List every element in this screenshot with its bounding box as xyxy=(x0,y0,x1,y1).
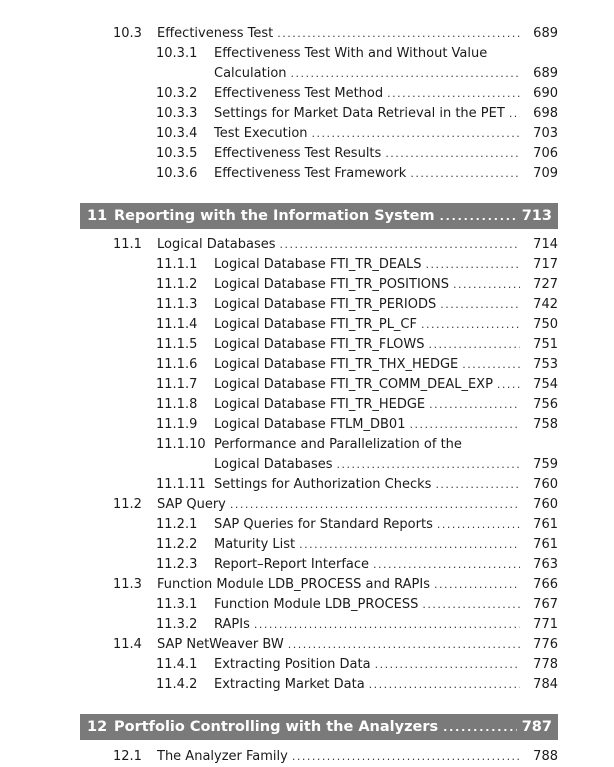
toc-entry[interactable] xyxy=(156,475,558,495)
entry-number: 11.1.3 xyxy=(156,297,198,312)
entry-number: 11.2.1 xyxy=(156,517,198,532)
toc-entry[interactable] xyxy=(156,515,558,535)
dot-leader xyxy=(373,555,520,575)
entry-title: Report–Report Interface xyxy=(214,557,370,572)
toc-entry[interactable] xyxy=(156,255,558,275)
entry-number: 10.3.4 xyxy=(156,126,198,141)
entry-page: 750 xyxy=(533,317,558,332)
entry-title: Extracting Market Data xyxy=(214,677,365,692)
entry-page: 760 xyxy=(533,497,558,512)
entry-number: 10.3.2 xyxy=(156,86,198,101)
entry-page: 784 xyxy=(533,677,558,692)
entry-number: 11.1.1 xyxy=(156,257,198,272)
entry-title: Effectiveness Test Method xyxy=(214,86,384,101)
dot-leader xyxy=(435,475,520,495)
entry-number: 12.1 xyxy=(113,749,142,764)
chapter-11-heading[interactable] xyxy=(80,203,558,229)
entry-page: 689 xyxy=(533,66,558,81)
entry-title: Performance and Parallelization of the xyxy=(214,437,462,452)
entry-number: 11.2.3 xyxy=(156,557,198,572)
dot-leader xyxy=(299,535,520,555)
dot-leader xyxy=(288,635,520,655)
entry-title: Effectiveness Test With and Without Value xyxy=(214,46,488,61)
entry-title: Logical Database FTI_TR_COMM_DEAL_EXP xyxy=(214,377,493,392)
entry-number: 11.1.2 xyxy=(156,277,198,292)
dot-leader xyxy=(230,495,520,515)
toc-entry-10-3-2[interactable] xyxy=(156,84,558,104)
entry-title: Logical Databases xyxy=(157,237,276,252)
toc-entry[interactable] xyxy=(156,375,558,395)
dot-leader xyxy=(291,64,520,84)
entry-title: Logical Database FTI_TR_PL_CF xyxy=(214,317,417,332)
dot-leader xyxy=(434,575,520,595)
dot-leader xyxy=(462,355,520,375)
entry-page: 766 xyxy=(533,577,558,592)
toc-entry[interactable] xyxy=(156,675,558,695)
entry-title: Extracting Position Data xyxy=(214,657,371,672)
toc-entry[interactable] xyxy=(156,615,558,635)
entry-title: Logical Database FTI_TR_FLOWS xyxy=(214,337,425,352)
entry-page: 788 xyxy=(533,749,558,764)
entry-page: 776 xyxy=(533,637,558,652)
dot-leader xyxy=(453,275,520,295)
toc-entry[interactable] xyxy=(113,235,558,255)
dot-leader xyxy=(422,595,520,615)
entry-title: Settings for Market Data Retrieval in the PET xyxy=(214,106,505,121)
dot-leader xyxy=(509,104,520,124)
entry-page: 689 xyxy=(533,26,558,41)
entry-number: 11.1 xyxy=(113,237,142,252)
entry-number: 11.2.2 xyxy=(156,537,198,552)
dot-leader xyxy=(254,615,520,635)
dot-leader xyxy=(369,675,520,695)
chapter-12-heading[interactable] xyxy=(80,714,558,740)
entry-number: 11.4.1 xyxy=(156,657,198,672)
dot-leader xyxy=(292,747,520,767)
entry-title: SAP NetWeaver BW xyxy=(157,637,284,652)
entry-page: 706 xyxy=(533,146,558,161)
toc-entry-line2[interactable] xyxy=(214,455,558,475)
entry-page: 742 xyxy=(533,297,558,312)
entry-title: Logical Database FTI_TR_THX_HEDGE xyxy=(214,357,459,372)
toc-entry[interactable] xyxy=(156,295,558,315)
entry-page: 767 xyxy=(533,597,558,612)
dot-leader xyxy=(409,415,520,435)
toc-entry[interactable] xyxy=(156,655,558,675)
dot-leader xyxy=(429,395,520,415)
dot-leader xyxy=(337,455,521,475)
entry-title: RAPIs xyxy=(214,617,250,632)
entry-number: 10.3.1 xyxy=(156,46,198,61)
toc-entry[interactable] xyxy=(113,635,558,655)
toc-entry-10-3-6[interactable] xyxy=(156,164,558,184)
toc-entry-10-3-4[interactable] xyxy=(156,124,558,144)
entry-page: 698 xyxy=(533,106,558,121)
entry-number: 10.3 xyxy=(113,26,142,41)
entry-title: Logical Database FTI_TR_PERIODS xyxy=(214,297,437,312)
toc-entry-10-3-3[interactable] xyxy=(156,104,558,124)
toc-entry[interactable] xyxy=(113,495,558,515)
dot-leader xyxy=(440,204,517,230)
entry-number: 10.3.6 xyxy=(156,166,198,181)
chapter-title: Reporting with the Information System xyxy=(114,208,435,224)
entry-title: Logical Database FTI_TR_HEDGE xyxy=(214,397,426,412)
entry-title: Effectiveness Test Framework xyxy=(214,166,407,181)
entry-number: 11.1.5 xyxy=(156,337,198,352)
entry-page: 714 xyxy=(533,237,558,252)
entry-title: Function Module LDB_PROCESS and RAPIs xyxy=(157,577,430,592)
dot-leader xyxy=(312,124,520,144)
entry-page: 717 xyxy=(533,257,558,272)
dot-leader xyxy=(428,335,520,355)
entry-page: 759 xyxy=(533,457,558,472)
entry-page: 771 xyxy=(533,617,558,632)
dot-leader xyxy=(421,315,520,335)
entry-title: Logical Database FTLM_DB01 xyxy=(214,417,406,432)
entry-title: Function Module LDB_PROCESS xyxy=(214,597,419,612)
entry-number: 11.1.4 xyxy=(156,317,198,332)
entry-page: 760 xyxy=(533,477,558,492)
entry-number: 11.1.6 xyxy=(156,357,198,372)
entry-page: 709 xyxy=(533,166,558,181)
toc-entry[interactable] xyxy=(156,355,558,375)
entry-number: 11.1.9 xyxy=(156,417,198,432)
entry-page: 754 xyxy=(533,377,558,392)
entry-page: 703 xyxy=(533,126,558,141)
entry-number: 11.1.7 xyxy=(156,377,198,392)
entry-title: The Analyzer Family xyxy=(157,749,288,764)
entry-number: 10.3.3 xyxy=(156,106,198,121)
entry-title: Effectiveness Test Results xyxy=(214,146,382,161)
entry-title: Logical Database FTI_TR_POSITIONS xyxy=(214,277,449,292)
entry-number: 11.4.2 xyxy=(156,677,198,692)
chapter-title: Portfolio Controlling with the Analyzers xyxy=(114,719,439,735)
dot-leader xyxy=(387,84,520,104)
entry-title: Maturity List xyxy=(214,537,296,552)
toc-entry-10-3[interactable] xyxy=(113,24,558,44)
dot-leader xyxy=(277,24,520,44)
dot-leader xyxy=(375,655,520,675)
entry-title: SAP Queries for Standard Reports xyxy=(214,517,433,532)
entry-page: 761 xyxy=(533,537,558,552)
entry-page: 753 xyxy=(533,357,558,372)
entry-page: 761 xyxy=(533,517,558,532)
dot-leader xyxy=(280,235,521,255)
dot-leader xyxy=(425,255,520,275)
entry-page: 763 xyxy=(533,557,558,572)
dot-leader xyxy=(385,144,520,164)
toc-entry[interactable] xyxy=(113,575,558,595)
dot-leader xyxy=(437,515,520,535)
chapter-number: 12 xyxy=(87,719,108,735)
entry-number: 11.1.10 xyxy=(156,437,206,452)
entry-number: 11.4 xyxy=(113,637,142,652)
entry-page: 727 xyxy=(533,277,558,292)
entry-number: 10.3.5 xyxy=(156,146,198,161)
chapter-page: 713 xyxy=(521,208,552,224)
entry-number: 11.3.1 xyxy=(156,597,198,612)
toc-entry[interactable] xyxy=(156,535,558,555)
entry-title: Test Execution xyxy=(214,126,308,141)
toc-entry-12-1[interactable] xyxy=(113,747,558,767)
dot-leader xyxy=(443,715,517,741)
entry-number: 11.2 xyxy=(113,497,142,512)
entry-number: 11.1.11 xyxy=(156,477,206,492)
entry-page: 778 xyxy=(533,657,558,672)
toc-entry[interactable] xyxy=(156,335,558,355)
toc-entry[interactable] xyxy=(156,415,558,435)
entry-title: Logical Database FTI_TR_DEALS xyxy=(214,257,422,272)
entry-number: 11.1.8 xyxy=(156,397,198,412)
entry-title: Settings for Authorization Checks xyxy=(214,477,432,492)
toc-entry[interactable] xyxy=(156,275,558,295)
toc-entry[interactable] xyxy=(156,595,558,615)
entry-title-continued: Logical Databases xyxy=(214,457,333,472)
entry-number: 11.3.2 xyxy=(156,617,198,632)
entry-page: 751 xyxy=(533,337,558,352)
entry-number: 11.3 xyxy=(113,577,142,592)
toc-entry-line1[interactable] xyxy=(156,435,462,455)
toc-entry-10-3-1-line2[interactable] xyxy=(214,64,558,84)
toc-entry-10-3-5[interactable] xyxy=(156,144,558,164)
entry-page: 690 xyxy=(533,86,558,101)
entry-page: 756 xyxy=(533,397,558,412)
chapter-number: 11 xyxy=(87,208,108,224)
toc-entry[interactable] xyxy=(156,555,558,575)
entry-title: Effectiveness Test xyxy=(157,26,274,41)
dot-leader xyxy=(497,375,520,395)
toc-entry[interactable] xyxy=(156,395,558,415)
entry-title-continued: Calculation xyxy=(214,66,287,81)
entry-title: SAP Query xyxy=(157,497,226,512)
dot-leader xyxy=(410,164,520,184)
toc-entry[interactable] xyxy=(156,315,558,335)
chapter-page: 787 xyxy=(521,719,552,735)
dot-leader xyxy=(440,295,520,315)
entry-page: 758 xyxy=(533,417,558,432)
toc-entry-10-3-1-line1[interactable] xyxy=(156,44,487,64)
